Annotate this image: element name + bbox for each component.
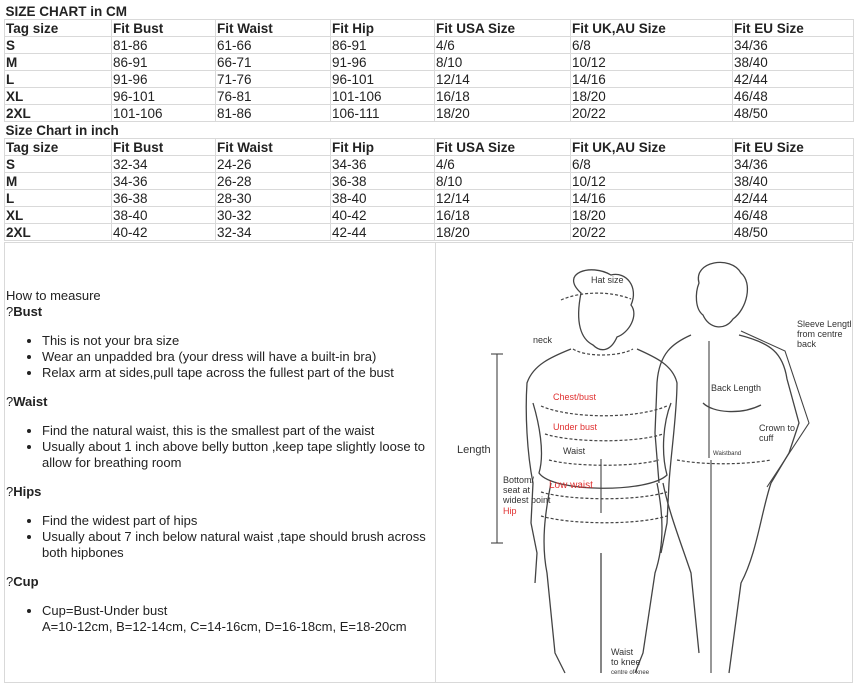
table-cell: 4/6 xyxy=(435,37,571,54)
table-cell: 38-40 xyxy=(331,190,435,207)
table-cell: 32-34 xyxy=(112,156,216,173)
table-cell: 34-36 xyxy=(331,156,435,173)
table-cell: 14/16 xyxy=(571,190,733,207)
section-prefix: ? xyxy=(6,304,14,319)
table-cell: 42/44 xyxy=(733,190,854,207)
tag-size-cell: M xyxy=(5,173,112,190)
table-cell: 16/18 xyxy=(435,88,571,105)
body-diagram xyxy=(441,253,851,681)
table-cell: 8/10 xyxy=(435,54,571,71)
column-header: Fit UK,AU Size xyxy=(571,139,733,156)
tip-item xyxy=(42,529,434,561)
label-sleeve-2: from centre xyxy=(797,329,843,339)
table-cell: 8/10 xyxy=(435,173,571,190)
table-cell: 91-96 xyxy=(112,71,216,88)
tip-item xyxy=(42,603,434,635)
tip-text: Relax arm at sides,pull tape across the fullest part of the bust xyxy=(42,365,394,380)
label-waist: Waist xyxy=(563,446,586,456)
tip-item xyxy=(42,365,434,381)
label-hat-size: Hat size xyxy=(591,275,624,285)
column-header: Fit UK,AU Size xyxy=(571,20,733,37)
table-cell: 46/48 xyxy=(733,88,854,105)
tips-list xyxy=(6,513,434,561)
table-cell: 10/12 xyxy=(571,173,733,190)
table-cell: 26-28 xyxy=(216,173,331,190)
tips-list xyxy=(6,423,434,471)
table-cell: 38/40 xyxy=(733,54,854,71)
table-row xyxy=(5,224,854,241)
tip-text: Usually about 1 inch above belly button ,keep tape slightly loose to allow for breathing room xyxy=(42,439,426,470)
column-header: Tag size xyxy=(5,139,112,156)
table-cell: 28-30 xyxy=(216,190,331,207)
table-cell: 18/20 xyxy=(435,105,571,122)
table-cell: 40-42 xyxy=(112,224,216,241)
table-row xyxy=(5,54,854,71)
column-header: Fit USA Size xyxy=(435,139,571,156)
label-low-waist: Low waist xyxy=(549,480,593,491)
label-hip: Hip xyxy=(503,506,517,516)
table-cell: 18/20 xyxy=(571,88,733,105)
table-cell: 91-96 xyxy=(331,54,435,71)
label-bottom-1: Bottom/ xyxy=(503,475,535,485)
size-chart-table xyxy=(4,3,854,241)
column-header: Fit Hip xyxy=(331,20,435,37)
table-cell: 106-111 xyxy=(331,105,435,122)
section-heading xyxy=(6,304,434,320)
chart-title: Size Chart in inch xyxy=(5,122,854,139)
tip-item xyxy=(42,423,434,439)
table-cell: 81-86 xyxy=(112,37,216,54)
table-cell: 32-34 xyxy=(216,224,331,241)
label-crown-1: Crown to xyxy=(759,423,796,433)
tag-size-cell: XL xyxy=(5,207,112,224)
label-sleeve-3: back xyxy=(797,339,817,349)
table-row xyxy=(5,156,854,173)
section-title: Cup xyxy=(13,574,39,589)
tip-text: Wear an unpadded bra (your dress will have a built-in bra) xyxy=(42,349,377,364)
table-row xyxy=(5,207,854,224)
tips-list xyxy=(6,333,434,381)
how-to-measure xyxy=(6,288,434,648)
table-cell: 34/36 xyxy=(733,156,854,173)
column-header: Fit Waist xyxy=(216,20,331,37)
label-waist-knee-1: Waist xyxy=(611,647,634,657)
table-cell: 76-81 xyxy=(216,88,331,105)
table-cell: 16/18 xyxy=(435,207,571,224)
section-prefix: ? xyxy=(6,394,14,409)
section-heading xyxy=(6,574,434,590)
label-waistband: Waistband xyxy=(713,451,742,457)
table-cell: 34-36 xyxy=(112,173,216,190)
tip-item xyxy=(42,513,434,529)
table-cell: 48/50 xyxy=(733,224,854,241)
section-title: Hips xyxy=(13,484,42,499)
table-cell: 30-32 xyxy=(216,207,331,224)
table-cell: 66-71 xyxy=(216,54,331,71)
measure-panel xyxy=(4,242,853,683)
tag-size-cell: 2XL xyxy=(5,224,112,241)
label-sleeve-1: Sleeve Length xyxy=(797,319,851,329)
table-cell: 36-38 xyxy=(112,190,216,207)
measurement-illustration xyxy=(441,253,851,681)
table-cell: 86-91 xyxy=(331,37,435,54)
label-bottom-3: widest point xyxy=(503,495,551,505)
tag-size-cell: 2XL xyxy=(5,105,112,122)
table-cell: 12/14 xyxy=(435,190,571,207)
section-title: Waist xyxy=(13,394,48,409)
tag-size-cell: S xyxy=(5,156,112,173)
table-cell: 86-91 xyxy=(112,54,216,71)
column-header: Fit USA Size xyxy=(435,20,571,37)
column-header: Fit EU Size xyxy=(733,139,854,156)
tag-size-cell: L xyxy=(5,190,112,207)
tag-size-cell: L xyxy=(5,71,112,88)
column-header: Fit Bust xyxy=(112,139,216,156)
label-under-bust: Under bust xyxy=(553,422,598,432)
table-cell: 6/8 xyxy=(571,156,733,173)
tip-text: Find the natural waist, this is the smallest part of the waist xyxy=(42,423,375,438)
table-row xyxy=(5,105,854,122)
label-neck: neck xyxy=(533,335,553,345)
column-header: Fit Bust xyxy=(112,20,216,37)
table-cell: 96-101 xyxy=(331,71,435,88)
column-header: Tag size xyxy=(5,20,112,37)
how-to-title: How to measure xyxy=(6,288,101,303)
table-cell: 40-42 xyxy=(331,207,435,224)
table-row xyxy=(5,190,854,207)
table-cell: 61-66 xyxy=(216,37,331,54)
table-cell: 101-106 xyxy=(112,105,216,122)
chart-title-row xyxy=(5,122,854,139)
label-waist-knee-3: centre of knee xyxy=(611,670,650,676)
tag-size-cell: S xyxy=(5,37,112,54)
table-cell: 12/14 xyxy=(435,71,571,88)
column-header: Fit EU Size xyxy=(733,20,854,37)
label-bottom-2: seat at xyxy=(503,485,531,495)
table-row xyxy=(5,71,854,88)
table-cell: 20/22 xyxy=(571,105,733,122)
table-row xyxy=(5,37,854,54)
chart-title: SIZE CHART in CM xyxy=(5,3,854,20)
table-cell: 24-26 xyxy=(216,156,331,173)
tag-size-cell: M xyxy=(5,54,112,71)
section-prefix: ? xyxy=(6,484,14,499)
table-cell: 34/36 xyxy=(733,37,854,54)
table-cell: 38/40 xyxy=(733,173,854,190)
section-heading xyxy=(6,484,434,500)
header-row xyxy=(5,20,854,37)
section-prefix: ? xyxy=(6,574,14,589)
table-cell: 14/16 xyxy=(571,71,733,88)
tip-item xyxy=(42,439,434,471)
table-cell: 48/50 xyxy=(733,105,854,122)
label-chest-bust: Chest/bust xyxy=(553,392,597,402)
table-cell: 46/48 xyxy=(733,207,854,224)
table-cell: 38-40 xyxy=(112,207,216,224)
tip-text: This is not your bra size xyxy=(42,333,180,348)
column-header: Fit Waist xyxy=(216,139,331,156)
table-row xyxy=(5,173,854,190)
label-waist-knee-2: to knee xyxy=(611,657,641,667)
table-cell: 71-76 xyxy=(216,71,331,88)
table-cell: 81-86 xyxy=(216,105,331,122)
section-title: Bust xyxy=(13,304,43,319)
tip-text: Find the widest part of hips xyxy=(42,513,198,528)
table-cell: 18/20 xyxy=(435,224,571,241)
table-cell: 4/6 xyxy=(435,156,571,173)
table-cell: 36-38 xyxy=(331,173,435,190)
header-row xyxy=(5,139,854,156)
section-heading xyxy=(6,394,434,410)
column-header: Fit Hip xyxy=(331,139,435,156)
panel-divider xyxy=(435,243,436,682)
table-cell: 18/20 xyxy=(571,207,733,224)
tip-text: Cup=Bust-Under bust xyxy=(42,603,168,618)
tag-size-cell: XL xyxy=(5,88,112,105)
label-back-length: Back Length xyxy=(711,383,762,393)
table-cell: 6/8 xyxy=(571,37,733,54)
tips-list xyxy=(6,603,434,635)
table-row xyxy=(5,88,854,105)
cup-sizes: A=10-12cm, B=12-14cm, C=14-16cm, D=16-18cm, E=18-20cm xyxy=(42,619,407,634)
table-cell: 10/12 xyxy=(571,54,733,71)
table-cell: 96-101 xyxy=(112,88,216,105)
table-cell: 101-106 xyxy=(331,88,435,105)
table-cell: 42-44 xyxy=(331,224,435,241)
tip-item xyxy=(42,333,434,349)
chart-title-row xyxy=(5,3,854,20)
table-cell: 20/22 xyxy=(571,224,733,241)
tip-item xyxy=(42,349,434,365)
tip-text: Usually about 7 inch below natural waist ,tape should brush across both hipbones xyxy=(42,529,426,560)
table-cell: 42/44 xyxy=(733,71,854,88)
label-length: Length xyxy=(457,444,491,456)
label-crown-2: cuff xyxy=(759,433,774,443)
